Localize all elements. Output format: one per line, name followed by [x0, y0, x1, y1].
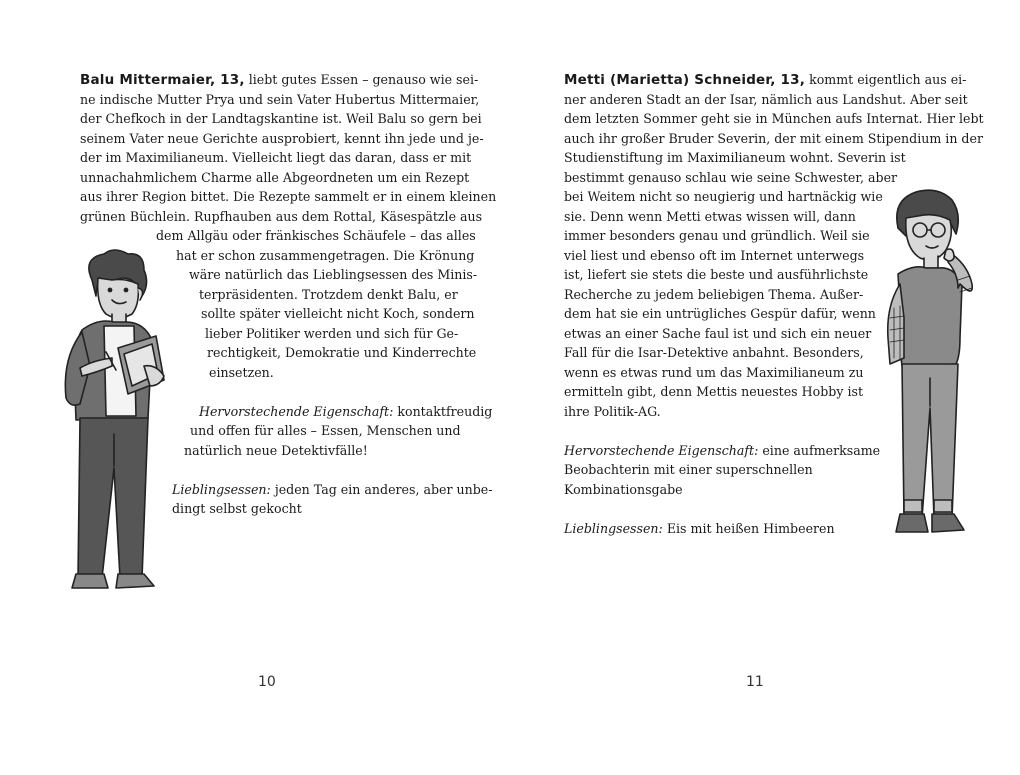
right-line-16: ermitteln gibt, denn Mettis neuestes Hobby ist — [564, 384, 864, 399]
character-name-balu: Balu Mittermaier, 13, — [80, 72, 245, 88]
right-line-5: bestimmt genauso schlau wie seine Schwester, aber — [564, 169, 898, 185]
right-line-6: bei Weitem nicht so neugierig und hartnäckig wie — [564, 189, 883, 204]
food-label-metti: Lieblingsessen: — [564, 520, 663, 536]
left-line-6: aus ihrer Region bittet. Die Rezepte sammelt er in einem kleinen — [80, 189, 497, 204]
right-line-9: viel liest und ebenso oft im Internet unterwegs — [564, 247, 865, 263]
right-line-8: immer besonders genau und gründlich. Weil sie — [564, 228, 870, 243]
left-line-4: der im Maximilianeum. Vielleicht liegt das daran, dass er mit — [80, 150, 472, 165]
left-line-13: lieber Politiker werden und sich für Ge- — [205, 325, 459, 341]
right-line-2: dem letzten Sommer geht sie in München aufs Internat. Hier lebt — [564, 111, 984, 126]
right-line-13: etwas an einer Sache faul ist und sich ein neuer — [564, 325, 872, 341]
right-line-11: Recherche zu jedem beliebigen Thema. Außer- — [564, 286, 864, 302]
left-line-12: sollte später vielleicht nicht Koch, sondern — [201, 306, 475, 321]
page-number-left: 10 — [258, 674, 276, 690]
right-trait-line-2: Beobachterin mit einer superschnellen — [564, 462, 813, 477]
right-line-12: dem hat sie ein untrügliches Gespür dafür, wenn — [564, 306, 876, 321]
page-number-right: 11 — [746, 674, 764, 690]
girl-with-glasses-illustration — [876, 188, 986, 553]
left-line-5: unnachahmlichem Charme alle Abgeordneten um ein Rezept — [80, 169, 470, 185]
right-line-4: Studienstiftung im Maximilianeum wohnt. Severin ist — [564, 150, 906, 165]
right-food-line: Lieblingsessen: Eis mit heißen Himbeeren — [564, 520, 835, 536]
left-line-0: Balu Mittermaier, 13, liebt gutes Essen – genauso wie sei- — [80, 72, 479, 88]
left-trait-line-1: Hervorstechende Eigenschaft: kontaktfreudig — [199, 403, 493, 419]
left-line-14: rechtigkeit, Demokratie und Kinderrechte — [207, 345, 477, 360]
left-trait-line-3: natürlich neue Detektivfälle! — [184, 442, 368, 458]
left-food-line-1: Lieblingsessen: jeden Tag ein anderes, aber unbe- — [172, 481, 493, 497]
left-line-11: terpräsidenten. Trotzdem denkt Balu, er — [199, 286, 458, 302]
boy-reading-illustration — [52, 248, 182, 593]
right-line-7: sie. Denn wenn Metti etwas wissen will, dann — [564, 208, 856, 224]
left-line-1: ne indische Mutter Prya und sein Vater Hubertus Mittermaier, — [80, 91, 480, 107]
right-line-15: wenn es etwas rund um das Maximilianeum zu — [564, 364, 864, 380]
trait-label-metti: Hervorstechende Eigenschaft: — [564, 442, 759, 458]
right-line-10: ist, liefert sie stets die beste und ausführlichste — [564, 267, 869, 282]
right-line-17: ihre Politik-AG. — [564, 403, 661, 419]
left-line-7: grünen Büchlein. Rupfhauben aus dem Rottal, Käsespätzle aus — [80, 208, 483, 224]
right-line-0: Metti (Marietta) Schneider, 13, kommt eigentlich aus ei- — [564, 72, 967, 88]
trait-label-balu: Hervorstechende Eigenschaft: — [199, 403, 394, 419]
right-trait-line-3: Kombinationsgabe — [564, 481, 683, 497]
left-line-3: seinem Vater neue Gerichte ausprobiert, kennt ihn jede und je- — [80, 130, 484, 146]
left-line-8: dem Allgäu oder fränkisches Schäufele – das alles — [156, 228, 476, 243]
left-line-9: hat er schon zusammengetragen. Die Krönung — [176, 247, 475, 263]
right-line-14: Fall für die Isar-Detektive anbahnt. Besonders, — [564, 345, 864, 360]
left-food-line-2: dingt selbst gekocht — [172, 501, 302, 516]
left-line-10: wäre natürlich das Lieblingsessen des Minis- — [189, 267, 478, 282]
left-trait-line-2: und offen für alles – Essen, Menschen und — [190, 423, 461, 438]
right-line-1: ner anderen Stadt an der Isar, nämlich aus Landshut. Aber seit — [564, 91, 968, 107]
character-name-metti: Metti (Marietta) Schneider, 13, — [564, 72, 806, 88]
food-label-balu: Lieblingsessen: — [172, 481, 271, 497]
left-line-15: einsetzen. — [209, 364, 274, 380]
right-page — [510, 0, 1020, 775]
left-line-2: der Chefkoch in der Landtagskantine ist. Weil Balu so gern bei — [80, 111, 482, 126]
right-line-3: auch ihr großer Bruder Severin, der mit einem Stipendium in der — [564, 130, 983, 146]
right-trait-line-1: Hervorstechende Eigenschaft: eine aufmerksame — [564, 442, 881, 458]
